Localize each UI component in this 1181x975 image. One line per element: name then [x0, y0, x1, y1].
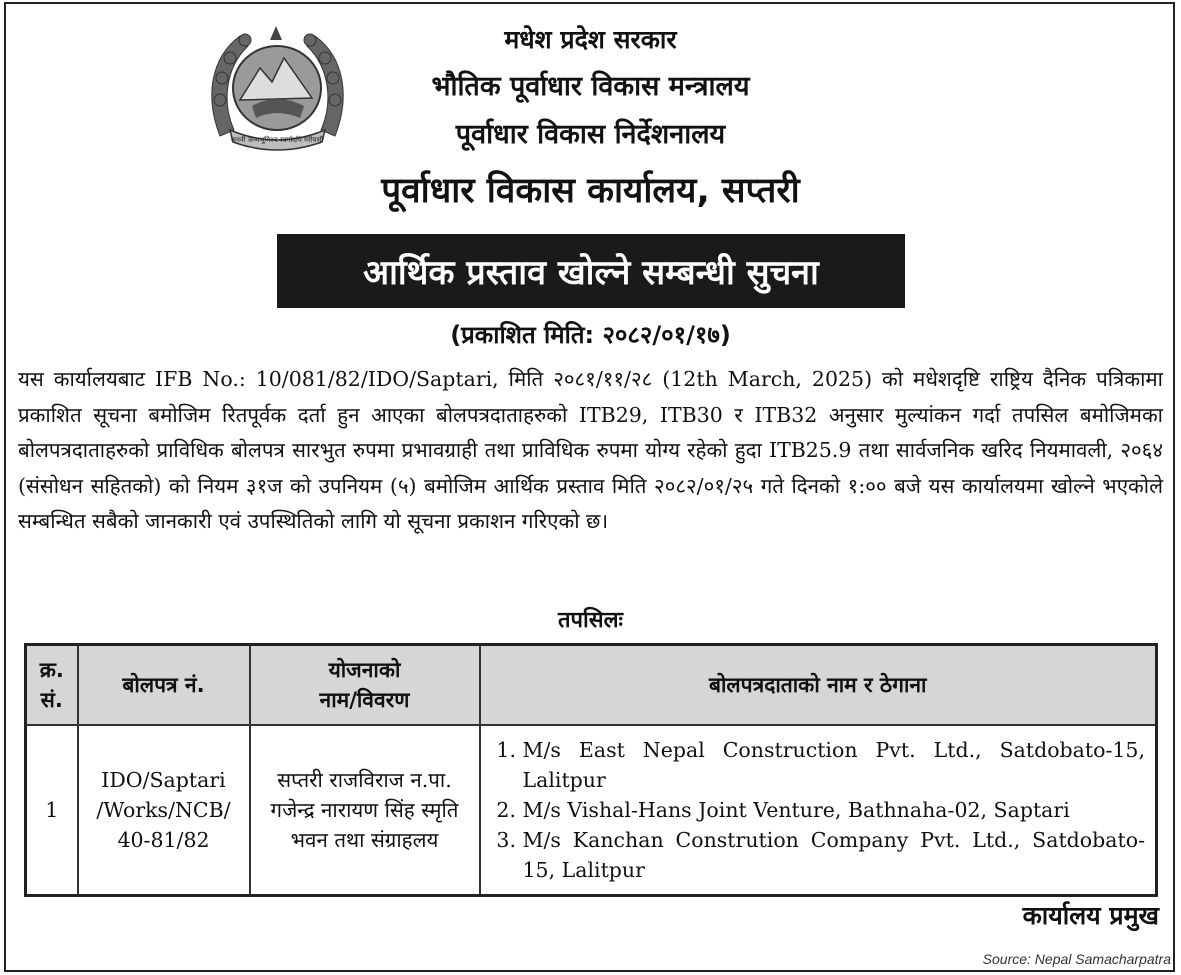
- header-project: [250, 645, 480, 726]
- header-project-line2: नाम/विवरण: [319, 688, 410, 712]
- cell-sn: 1: [26, 725, 78, 896]
- header-sn: क्र. सं.: [26, 645, 78, 726]
- cell-bid-no: IDO/Saptari /Works/NCB/ 40-81/82: [78, 725, 250, 896]
- table-row: [26, 725, 1157, 896]
- directorate-name: पूर्वाधार विकास निर्देशनालय: [455, 119, 726, 150]
- office-chief-signatory: कार्यालय प्रमुख: [1022, 901, 1159, 930]
- published-date: (प्रकाशित मिति: २०८२/०१/१७): [450, 321, 731, 349]
- notice-body: यस कार्यालयबाट IFB No.: 10/081/82/IDO/Saptari, मिति २०८१/११/२८ (12th March, 2025) को मधेशदृष्टि राष्ट्रिय दैनिक पत्रिकामा प्रकाशित सूचना बमोजिम रितपूर्वक दर्ता हुन आएका बोलपत्रदाताहरुको ITB29, ITB30 र ITB32 अनुसार मुल्यांकन गर्दा तपसिल बमोजिमका बोलपत्रदाताहरुको प्राविधिक बोलपत्र सारभुत रुपमा प्रभावग्राही तथा प्राविधिक रुपमा योग्य रहेको हुदा ITB25.9 तथा सार्वजनिक खरिद नियमावली, २०६४ (संसोधन सहितको) को नियम ३१ज को उपनियम (५) बमोजिम आर्थिक प्रस्ताव मिति २०८२/०१/२५ गते दिनको १:०० बजे यस कार्यालयमा खोल्ने भएकोले सम्बन्धित सबैको जानकारी एवं उपस्थितिको लागि यो सूचना प्रकाशन गरिएको छ।: [18, 367, 1163, 533]
- bidder-list: [487, 735, 1146, 885]
- bid-table: [24, 643, 1158, 897]
- bidder-item: 3. M/s Kanchan Constrution Company Pvt. Ltd., Satdobato-15, Lalitpur: [523, 825, 1146, 885]
- header-bid-no: बोलपत्र नं.: [78, 645, 250, 726]
- cell-bidders: [480, 725, 1157, 896]
- emblem-motto: जननी जन्मभूमिश्च स्वर्गादपि गरीयसी: [230, 136, 324, 144]
- bidder-item: 1. M/s East Nepal Construction Pvt. Ltd., Satdobato-15, Lalitpur: [523, 735, 1146, 795]
- notice-title: आर्थिक प्रस्ताव खोल्ने सम्बन्धी सुचना: [277, 234, 905, 308]
- office-name: पूर्वाधार विकास कार्यालय, सप्तरी: [381, 171, 800, 211]
- bidder-item: 2. M/s Vishal-Hans Joint Venture, Bathnaha-02, Saptari: [523, 795, 1146, 825]
- cell-project: सप्तरी राजविराज न.पा. गजेन्द्र नारायण सिंह स्मृति भवन तथा संग्राहलय: [250, 725, 480, 896]
- government-name: मधेश प्रदेश सरकार: [504, 25, 677, 54]
- schedule-heading: तपसिलः: [558, 608, 623, 633]
- ministry-name: भौतिक पूर्वाधार विकास मन्त्रालय: [431, 71, 750, 102]
- source-credit: Source: Nepal Samacharpatra: [982, 951, 1171, 967]
- header-bidders: बोलपत्रदाताको नाम र ठेगाना: [480, 645, 1157, 726]
- header-project-line1: योजनाको: [328, 658, 401, 682]
- table-header-row: [26, 645, 1157, 726]
